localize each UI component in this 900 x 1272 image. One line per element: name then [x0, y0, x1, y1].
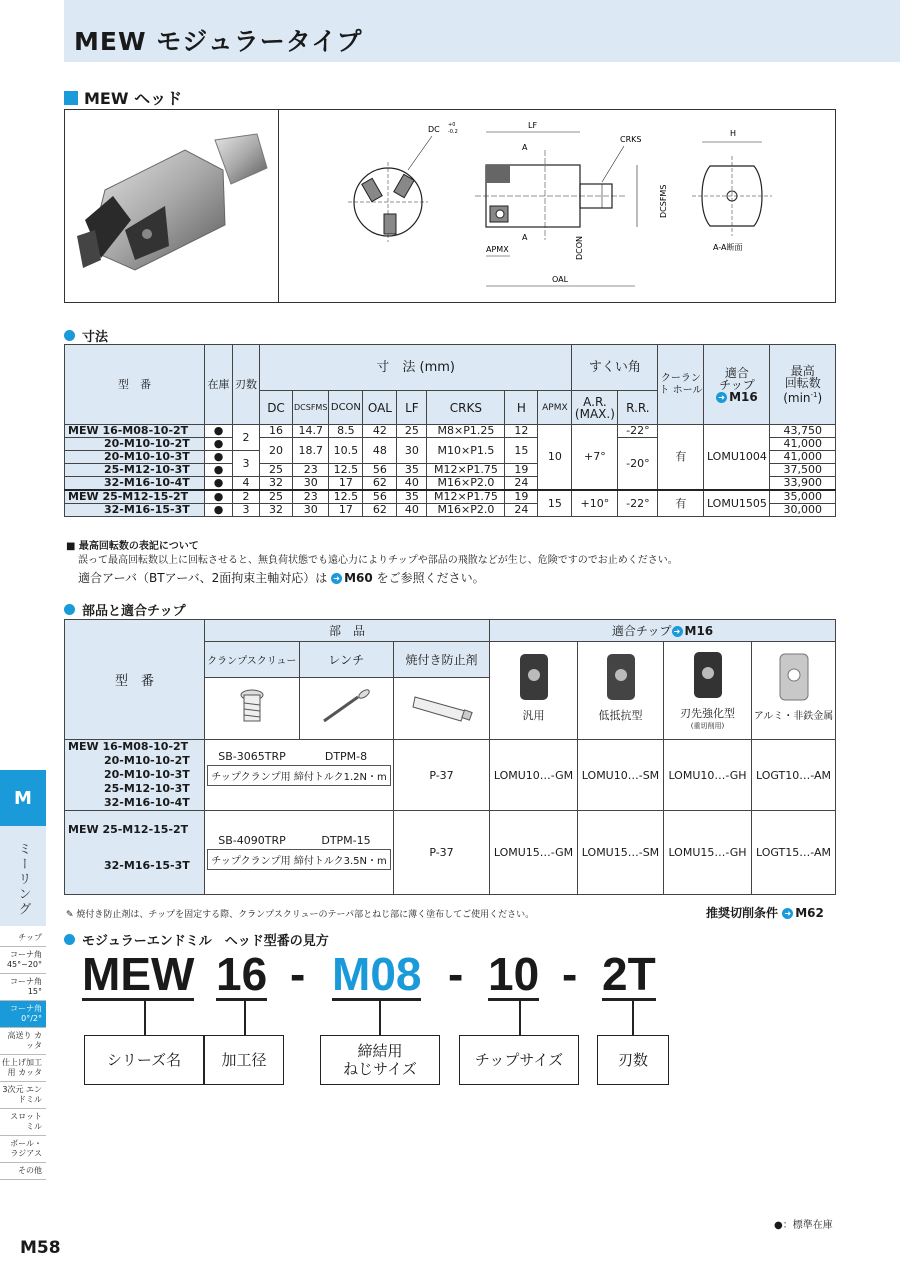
col-rr: R.R.	[618, 391, 658, 425]
sidebar-item-corner-15[interactable]: コーナ角 15°	[0, 974, 46, 1001]
col-dc: DC	[260, 391, 293, 425]
code-diameter: 16	[216, 948, 268, 1000]
dc-label: DC	[428, 125, 440, 134]
col-lf: LF	[397, 391, 427, 425]
chip-strong-cell: 刃先強化型 (重切削用)	[664, 642, 752, 740]
code-dash: -	[448, 948, 464, 1000]
tube-icon: ✎	[66, 910, 74, 920]
anti-seize-note: ✎ 焼付き防止剤は、チップを固定する際、クランプスクリューのテーパ部とねじ部に薄く塗布してご使用ください。	[66, 910, 535, 920]
sidebar-item-finishing[interactable]: 仕上げ加工用 カッタ	[0, 1055, 46, 1082]
sidebar-nav	[0, 930, 46, 1180]
wrench-icon	[316, 687, 376, 727]
sidebar-item-corner-0[interactable]: コーナ角 0°/2°	[0, 1001, 46, 1028]
chip-general-cell: 汎用	[490, 642, 578, 740]
label-diameter: 加工径	[204, 1035, 284, 1085]
bullet-icon	[64, 934, 75, 945]
parts-header-wrench: レンチ	[299, 642, 394, 678]
oal-label: OAL	[552, 275, 569, 284]
col-apmx: APMX	[538, 391, 572, 425]
label-series: シリーズ名	[84, 1035, 204, 1085]
bullet-icon	[64, 604, 75, 615]
insert-aluminum-icon	[777, 651, 811, 703]
sidebar-item-high-feed[interactable]: 高送り カッタ	[0, 1028, 46, 1055]
table-row: MEW 16-M08-10-2T ● 2 16 14.7 8.5 42 25 M8×P1.25 12 10 +7° -22° 有 LOMU1004 43,750	[65, 425, 836, 438]
code-dash: -	[562, 948, 578, 1000]
parts-table	[64, 619, 836, 895]
table-row: 25-M12-10-3T ● 25 23 12.5 56 35 M12×P1.75 19 37,500	[65, 464, 836, 477]
section-aa-label: A-A断面	[713, 243, 743, 252]
header-chip: 適合 チップ ➜ M16	[704, 345, 770, 425]
dc-tolerance-2: -0.2	[448, 129, 458, 135]
code-series: MEW	[82, 948, 195, 1000]
header-rake: すくい角	[572, 345, 658, 391]
insert-low-resistance-icon	[604, 651, 638, 703]
lf-label: LF	[528, 121, 538, 130]
table-row: 20-M10-10-3T ● 3 41,000	[65, 451, 836, 464]
parts-header-parts: 部 品	[205, 620, 490, 642]
sidebar-item-corner-45[interactable]: コーナ角 45°~20°	[0, 947, 46, 974]
dc-tolerance: +0	[448, 122, 456, 128]
dim-heading: 寸法	[64, 326, 108, 345]
code-dash: -	[290, 948, 306, 1000]
sidebar-item-ball-radius[interactable]: ボール・ ラジアス	[0, 1136, 46, 1163]
insert-general-icon	[517, 651, 551, 703]
parts-heading: 部品と適合チップ	[64, 600, 186, 619]
sidebar-item-other[interactable]: その他	[0, 1163, 46, 1180]
col-dcon: DCON	[329, 391, 363, 425]
label-chip-size: チップサイズ	[459, 1035, 579, 1085]
dcon-label: DCON	[575, 235, 584, 260]
col-ar: A.R. (MAX.)	[572, 391, 618, 425]
label-thread: 締結用 ねじサイズ	[320, 1035, 440, 1085]
insert-reinforced-icon	[691, 649, 725, 701]
model-cell: MEW 16-M08-10-2T	[65, 425, 205, 438]
label-teeth: 刃数	[597, 1035, 669, 1085]
code-teeth: 2T	[602, 948, 656, 1000]
apmx-label: APMX	[486, 245, 509, 254]
parts-header-anti: 焼付き防止剤	[394, 642, 490, 678]
header-dims: 寸 法 (mm)	[260, 345, 572, 391]
section-head: MEW ヘッド	[64, 86, 182, 109]
crks-label: CRKS	[620, 135, 642, 144]
header-coolant: クーラント ホール	[658, 345, 704, 425]
code-heading: モジュラーエンドミル ヘッド型番の見方	[64, 930, 329, 949]
recommended-conditions-link[interactable]: 推奨切削条件 ➜ M62	[706, 906, 824, 920]
parts-header-model: 型 番	[65, 620, 205, 740]
technical-drawing	[280, 110, 835, 302]
sidebar-item-slot-mill[interactable]: スロット ミル	[0, 1109, 46, 1136]
sidebar-item-3d-endmill[interactable]: 3次元 エンドミル	[0, 1082, 46, 1109]
square-icon	[64, 91, 78, 105]
dcsfms-label: DCSFMS	[659, 184, 668, 218]
table-row: MEW 25-M12-15-2T ● 2 25 23 12.5 56 35 M12×P1.75 19 15 +10° -22° 有 LOMU1505 35,000	[65, 490, 836, 504]
page-title: MEW モジュラータイプ	[74, 27, 363, 56]
tube-icon	[407, 687, 477, 727]
col-crks: CRKS	[427, 391, 505, 425]
header-stock: 在庫	[205, 345, 233, 425]
section-a-bottom: A	[522, 233, 528, 242]
cutter-photo	[65, 110, 279, 302]
figure-box	[64, 109, 836, 303]
arrow-right-icon: ➜	[782, 908, 793, 919]
arbor-ref-link[interactable]: ➜ M60	[331, 571, 373, 585]
stock-legend: ●：標準在庫	[774, 1220, 833, 1231]
chip-alu-cell: アルミ・非鉄金属	[752, 642, 836, 740]
sidebar-category: ミーリング	[0, 826, 46, 926]
header-model: 型 番	[65, 345, 205, 425]
col-h: H	[505, 391, 538, 425]
parts-header-screw: クランプスクリュー	[205, 642, 300, 678]
code-thread: M08	[332, 948, 422, 1000]
anti-seize-image	[394, 678, 490, 740]
section-a-top: A	[522, 143, 528, 152]
title-bar	[64, 0, 900, 62]
table-row: MEW 25-M12-15-2T 32-M16-15-3T SB-4090TRP DTPM-15 チップクランプ用 締付トルク3.5N・m P-37 LOMU15…-GM LOMU15…-SM LOMU15…-GH LOGT15…-AM	[65, 811, 836, 895]
table-row: 32-M16-10-4T ● 4 32 30 17 62 40 M16×P2.0 24 33,900	[65, 477, 836, 491]
col-dcsfms: DCSFMS	[293, 391, 329, 425]
h-label: H	[730, 129, 737, 138]
code-chip-size: 10	[488, 948, 540, 1000]
arrow-right-icon: ➜	[716, 392, 727, 403]
parts-header-chips: 適合チップ ➜ M16	[490, 620, 836, 642]
screw-image	[205, 678, 300, 740]
sidebar-item-chip[interactable]: チップ	[0, 930, 46, 947]
rpm-notes: ■ 最高回転数の表記について 誤って最高回転数以上に回転させると、無負荷状態でも遠心力によりチップや部品の飛散などが生じ、危険ですのでお止めください。 適合アーバ（BTアーバ、2面拘束主軸対応）は ➜ M60 をご参照ください。	[66, 541, 678, 585]
chip-low-cell: 低抵抗型	[578, 642, 664, 740]
header-max-rpm: 最高 回転数 $(\min^{-1})$	[770, 345, 836, 425]
screw-icon	[237, 687, 267, 727]
bullet-icon	[64, 330, 75, 341]
page-number: M58	[20, 1238, 61, 1258]
code-breakdown	[64, 950, 836, 1090]
chip-ref-link[interactable]: ➜ M16	[705, 391, 768, 403]
dimension-table	[64, 344, 836, 517]
table-row: MEW 16-M08-10-2T 20-M10-10-2T 20-M10-10-3T 25-M12-10-3T 32-M16-10-4T SB-3065TRP DTPM-8 チップクランプ用 締付トルク1.2N・m P-37 LOMU10…-GM LOMU10…-SM LOMU10…-GH LOGT10…-AM	[65, 740, 836, 811]
table-row: 20-M10-10-2T ● 20 18.7 10.5 48 30 M10×P1.5 15 -20° 41,000	[65, 438, 836, 451]
sidebar-tab-m[interactable]: M	[0, 770, 46, 826]
chips-ref-link[interactable]: ➜ M16	[672, 624, 714, 638]
header-teeth: 刃数	[233, 345, 260, 425]
arrow-right-icon: ➜	[331, 573, 342, 584]
arrow-right-icon: ➜	[672, 626, 683, 637]
col-oal: OAL	[363, 391, 397, 425]
wrench-image	[299, 678, 394, 740]
table-row: 32-M16-15-3T ● 3 32 30 17 62 40 M16×P2.0 24 30,000	[65, 504, 836, 517]
